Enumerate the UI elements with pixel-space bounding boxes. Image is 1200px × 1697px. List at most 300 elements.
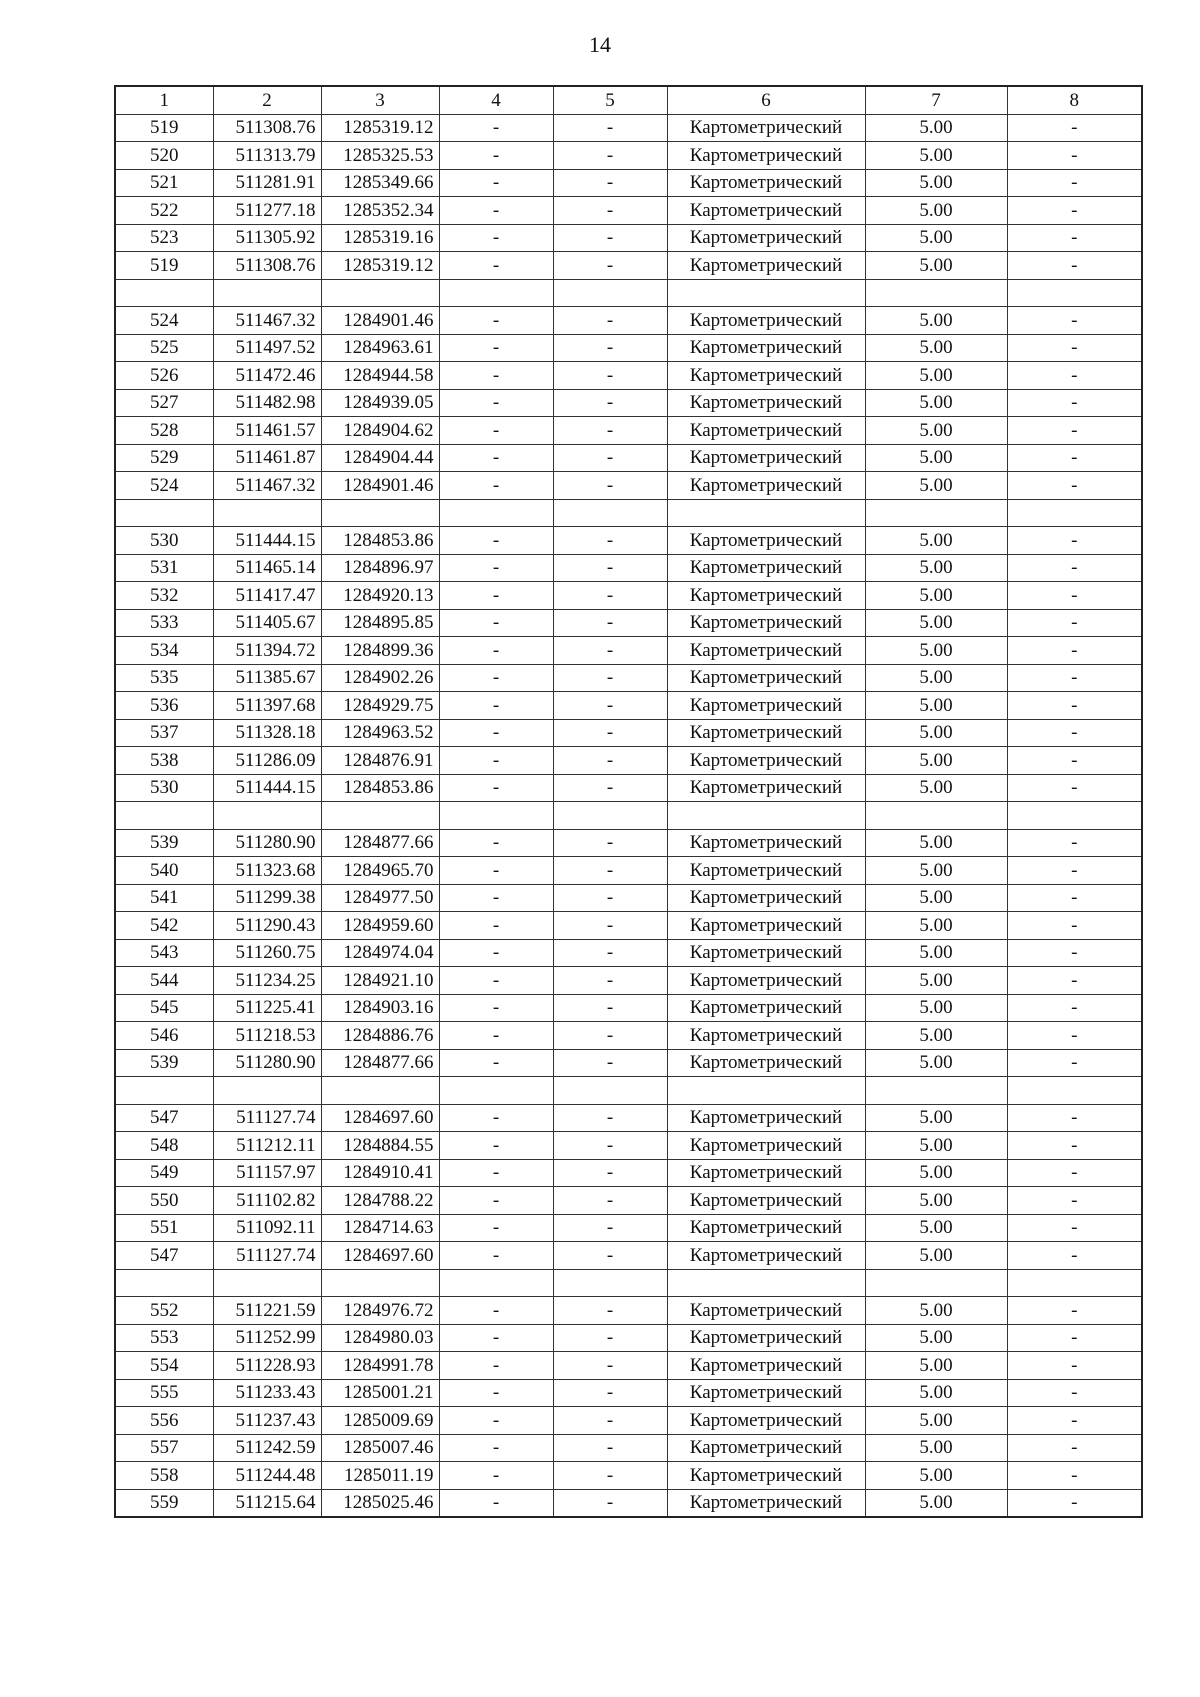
point-number-cell: 533	[115, 609, 213, 637]
column-5-cell: -	[553, 692, 667, 720]
method-cell: Картометрический	[667, 967, 865, 995]
table-row	[115, 1434, 1142, 1462]
y-coordinate-cell: 1284877.66	[321, 829, 439, 857]
column-4-cell: -	[439, 912, 553, 940]
column-4-cell: -	[439, 1132, 553, 1160]
column-4-cell: -	[439, 334, 553, 362]
column-5-cell: -	[553, 554, 667, 582]
column-8-cell: -	[1007, 582, 1142, 610]
x-coordinate-cell	[213, 1269, 321, 1297]
column-8-cell: -	[1007, 939, 1142, 967]
table-row	[115, 362, 1142, 390]
point-number-cell: 538	[115, 747, 213, 775]
method-cell: Картометрический	[667, 554, 865, 582]
column-8-cell: -	[1007, 857, 1142, 885]
table-row	[115, 994, 1142, 1022]
table-row	[115, 664, 1142, 692]
method-cell: Картометрический	[667, 1324, 865, 1352]
y-coordinate-cell: 1284963.61	[321, 334, 439, 362]
point-number-cell: 550	[115, 1187, 213, 1215]
accuracy-cell	[865, 1269, 1007, 1297]
x-coordinate-cell: 511405.67	[213, 609, 321, 637]
accuracy-cell: 5.00	[865, 1159, 1007, 1187]
column-8-cell: -	[1007, 472, 1142, 500]
method-cell: Картометрический	[667, 774, 865, 802]
column-8-cell: -	[1007, 389, 1142, 417]
point-number-cell: 559	[115, 1489, 213, 1517]
column-5-cell: -	[553, 169, 667, 197]
column-4-cell: -	[439, 389, 553, 417]
column-8-cell: -	[1007, 1159, 1142, 1187]
column-4-cell: -	[439, 1022, 553, 1050]
x-coordinate-cell: 511308.76	[213, 114, 321, 142]
header-row	[115, 86, 1142, 114]
column-4-cell: -	[439, 967, 553, 995]
column-5-cell: -	[553, 1022, 667, 1050]
column-8-cell: -	[1007, 1434, 1142, 1462]
column-4-cell: -	[439, 582, 553, 610]
point-number-cell: 529	[115, 444, 213, 472]
column-4-cell: -	[439, 747, 553, 775]
column-5-cell: -	[553, 967, 667, 995]
column-8-cell: -	[1007, 692, 1142, 720]
column-5-cell: -	[553, 389, 667, 417]
column-8-cell: -	[1007, 362, 1142, 390]
method-cell: Картометрический	[667, 1104, 865, 1132]
table-row	[115, 1159, 1142, 1187]
accuracy-cell: 5.00	[865, 692, 1007, 720]
accuracy-cell: 5.00	[865, 1187, 1007, 1215]
column-8-cell: -	[1007, 1214, 1142, 1242]
column-5-cell: -	[553, 912, 667, 940]
column-5-cell: -	[553, 857, 667, 885]
accuracy-cell: 5.00	[865, 1352, 1007, 1380]
method-cell	[667, 279, 865, 307]
column-4-cell: -	[439, 197, 553, 225]
y-coordinate-cell: 1284944.58	[321, 362, 439, 390]
table-row	[115, 197, 1142, 225]
column-5-cell: -	[553, 637, 667, 665]
method-cell: Картометрический	[667, 637, 865, 665]
column-5-cell: -	[553, 747, 667, 775]
point-number-cell: 519	[115, 252, 213, 280]
column-4-cell: -	[439, 142, 553, 170]
column-8-cell: -	[1007, 1462, 1142, 1490]
column-5-cell	[553, 1269, 667, 1297]
table-row	[115, 637, 1142, 665]
column-4-cell: -	[439, 1104, 553, 1132]
point-number-cell: 528	[115, 417, 213, 445]
y-coordinate-cell: 1284920.13	[321, 582, 439, 610]
column-4-cell: -	[439, 169, 553, 197]
column-4-cell	[439, 499, 553, 527]
y-coordinate-cell: 1284901.46	[321, 472, 439, 500]
column-5-cell	[553, 1077, 667, 1105]
table-row	[115, 334, 1142, 362]
x-coordinate-cell: 511212.11	[213, 1132, 321, 1160]
method-cell: Картометрический	[667, 169, 865, 197]
separator-row	[115, 802, 1142, 830]
x-coordinate-cell: 511233.43	[213, 1379, 321, 1407]
method-cell: Картометрический	[667, 939, 865, 967]
point-number-cell	[115, 802, 213, 830]
accuracy-cell: 5.00	[865, 307, 1007, 335]
accuracy-cell	[865, 279, 1007, 307]
column-5-cell: -	[553, 224, 667, 252]
column-4-cell: -	[439, 444, 553, 472]
column-4-cell: -	[439, 252, 553, 280]
accuracy-cell: 5.00	[865, 197, 1007, 225]
column-5-cell: -	[553, 884, 667, 912]
column-8-cell: -	[1007, 774, 1142, 802]
table-row	[115, 1132, 1142, 1160]
x-coordinate-cell: 511252.99	[213, 1324, 321, 1352]
column-4-cell: -	[439, 307, 553, 335]
column-header: 7	[865, 86, 1007, 114]
column-5-cell: -	[553, 939, 667, 967]
column-8-cell: -	[1007, 169, 1142, 197]
column-4-cell: -	[439, 1434, 553, 1462]
table-row	[115, 1489, 1142, 1517]
x-coordinate-cell	[213, 1077, 321, 1105]
x-coordinate-cell: 511215.64	[213, 1489, 321, 1517]
accuracy-cell: 5.00	[865, 362, 1007, 390]
method-cell: Картометрический	[667, 1022, 865, 1050]
y-coordinate-cell: 1285009.69	[321, 1407, 439, 1435]
method-cell: Картометрический	[667, 1462, 865, 1490]
column-header: 3	[321, 86, 439, 114]
method-cell: Картометрический	[667, 1214, 865, 1242]
column-8-cell: -	[1007, 527, 1142, 555]
y-coordinate-cell: 1284977.50	[321, 884, 439, 912]
x-coordinate-cell: 511394.72	[213, 637, 321, 665]
column-4-cell: -	[439, 692, 553, 720]
x-coordinate-cell: 511417.47	[213, 582, 321, 610]
x-coordinate-cell	[213, 499, 321, 527]
method-cell: Картометрический	[667, 252, 865, 280]
column-5-cell: -	[553, 1242, 667, 1270]
column-4-cell: -	[439, 527, 553, 555]
method-cell: Картометрический	[667, 829, 865, 857]
point-number-cell: 544	[115, 967, 213, 995]
column-8-cell: -	[1007, 1324, 1142, 1352]
column-5-cell: -	[553, 1407, 667, 1435]
method-cell: Картометрический	[667, 444, 865, 472]
accuracy-cell: 5.00	[865, 1462, 1007, 1490]
table-row	[115, 417, 1142, 445]
x-coordinate-cell	[213, 802, 321, 830]
y-coordinate-cell: 1284904.44	[321, 444, 439, 472]
method-cell	[667, 1269, 865, 1297]
column-5-cell: -	[553, 444, 667, 472]
table-row	[115, 884, 1142, 912]
y-coordinate-cell	[321, 279, 439, 307]
x-coordinate-cell: 511157.97	[213, 1159, 321, 1187]
column-5-cell: -	[553, 719, 667, 747]
column-8-cell: -	[1007, 334, 1142, 362]
method-cell: Картометрический	[667, 197, 865, 225]
accuracy-cell	[865, 802, 1007, 830]
column-5-cell: -	[553, 334, 667, 362]
column-4-cell: -	[439, 1297, 553, 1325]
accuracy-cell: 5.00	[865, 389, 1007, 417]
table-row	[115, 912, 1142, 940]
point-number-cell: 555	[115, 1379, 213, 1407]
x-coordinate-cell: 511228.93	[213, 1352, 321, 1380]
point-number-cell: 525	[115, 334, 213, 362]
x-coordinate-cell: 511328.18	[213, 719, 321, 747]
coordinates-table	[114, 85, 1143, 1518]
y-coordinate-cell: 1284895.85	[321, 609, 439, 637]
accuracy-cell: 5.00	[865, 554, 1007, 582]
table-row	[115, 527, 1142, 555]
separator-row	[115, 1077, 1142, 1105]
column-4-cell: -	[439, 362, 553, 390]
x-coordinate-cell: 511472.46	[213, 362, 321, 390]
accuracy-cell: 5.00	[865, 1214, 1007, 1242]
table-row	[115, 939, 1142, 967]
column-5-cell	[553, 279, 667, 307]
y-coordinate-cell: 1284714.63	[321, 1214, 439, 1242]
x-coordinate-cell: 511305.92	[213, 224, 321, 252]
column-5-cell: -	[553, 307, 667, 335]
point-number-cell: 523	[115, 224, 213, 252]
table-row	[115, 774, 1142, 802]
method-cell: Картометрический	[667, 1187, 865, 1215]
table-row	[115, 1379, 1142, 1407]
column-8-cell: -	[1007, 1049, 1142, 1077]
point-number-cell	[115, 279, 213, 307]
y-coordinate-cell: 1284902.26	[321, 664, 439, 692]
method-cell: Картометрический	[667, 609, 865, 637]
column-5-cell: -	[553, 472, 667, 500]
table-row	[115, 1214, 1142, 1242]
table-row	[115, 444, 1142, 472]
method-cell: Картометрический	[667, 472, 865, 500]
point-number-cell: 539	[115, 1049, 213, 1077]
table-body	[115, 114, 1142, 1517]
column-header: 2	[213, 86, 321, 114]
separator-row	[115, 279, 1142, 307]
column-4-cell: -	[439, 1214, 553, 1242]
accuracy-cell: 5.00	[865, 1104, 1007, 1132]
table-row	[115, 829, 1142, 857]
column-8-cell: -	[1007, 664, 1142, 692]
method-cell: Картометрический	[667, 692, 865, 720]
column-8-cell: -	[1007, 307, 1142, 335]
y-coordinate-cell: 1285352.34	[321, 197, 439, 225]
point-number-cell: 558	[115, 1462, 213, 1490]
column-5-cell: -	[553, 1187, 667, 1215]
point-number-cell: 542	[115, 912, 213, 940]
method-cell: Картометрический	[667, 1489, 865, 1517]
y-coordinate-cell: 1284697.60	[321, 1104, 439, 1132]
method-cell: Картометрический	[667, 912, 865, 940]
y-coordinate-cell: 1284910.41	[321, 1159, 439, 1187]
accuracy-cell	[865, 1077, 1007, 1105]
x-coordinate-cell: 511308.76	[213, 252, 321, 280]
x-coordinate-cell: 511221.59	[213, 1297, 321, 1325]
column-8-cell: -	[1007, 1104, 1142, 1132]
point-number-cell: 530	[115, 527, 213, 555]
table-row	[115, 1324, 1142, 1352]
point-number-cell: 537	[115, 719, 213, 747]
column-4-cell: -	[439, 417, 553, 445]
y-coordinate-cell: 1285025.46	[321, 1489, 439, 1517]
point-number-cell: 536	[115, 692, 213, 720]
column-4-cell: -	[439, 1462, 553, 1490]
y-coordinate-cell: 1284697.60	[321, 1242, 439, 1270]
accuracy-cell: 5.00	[865, 334, 1007, 362]
accuracy-cell: 5.00	[865, 967, 1007, 995]
column-8-cell: -	[1007, 1407, 1142, 1435]
y-coordinate-cell: 1284959.60	[321, 912, 439, 940]
column-5-cell: -	[553, 1352, 667, 1380]
y-coordinate-cell: 1284877.66	[321, 1049, 439, 1077]
accuracy-cell: 5.00	[865, 829, 1007, 857]
accuracy-cell: 5.00	[865, 527, 1007, 555]
y-coordinate-cell: 1284853.86	[321, 527, 439, 555]
x-coordinate-cell: 511277.18	[213, 197, 321, 225]
column-8-cell: -	[1007, 417, 1142, 445]
column-4-cell: -	[439, 1242, 553, 1270]
column-4-cell: -	[439, 472, 553, 500]
y-coordinate-cell: 1284788.22	[321, 1187, 439, 1215]
column-4-cell: -	[439, 884, 553, 912]
column-5-cell: -	[553, 1104, 667, 1132]
table-row	[115, 224, 1142, 252]
column-8-cell: -	[1007, 114, 1142, 142]
point-number-cell: 549	[115, 1159, 213, 1187]
column-4-cell: -	[439, 857, 553, 885]
x-coordinate-cell: 511323.68	[213, 857, 321, 885]
accuracy-cell: 5.00	[865, 912, 1007, 940]
accuracy-cell: 5.00	[865, 142, 1007, 170]
x-coordinate-cell: 511242.59	[213, 1434, 321, 1462]
column-4-cell: -	[439, 1187, 553, 1215]
accuracy-cell: 5.00	[865, 1022, 1007, 1050]
accuracy-cell: 5.00	[865, 609, 1007, 637]
column-8-cell: -	[1007, 1242, 1142, 1270]
point-number-cell: 531	[115, 554, 213, 582]
column-4-cell: -	[439, 224, 553, 252]
column-8-cell	[1007, 1077, 1142, 1105]
column-5-cell: -	[553, 664, 667, 692]
accuracy-cell: 5.00	[865, 1407, 1007, 1435]
column-4-cell: -	[439, 1324, 553, 1352]
x-coordinate-cell: 511444.15	[213, 774, 321, 802]
x-coordinate-cell: 511467.32	[213, 307, 321, 335]
x-coordinate-cell: 511280.90	[213, 829, 321, 857]
accuracy-cell: 5.00	[865, 1132, 1007, 1160]
x-coordinate-cell: 511461.57	[213, 417, 321, 445]
method-cell: Картометрический	[667, 307, 865, 335]
point-number-cell: 520	[115, 142, 213, 170]
table-row	[115, 582, 1142, 610]
method-cell: Картометрический	[667, 224, 865, 252]
y-coordinate-cell: 1284899.36	[321, 637, 439, 665]
column-8-cell: -	[1007, 1379, 1142, 1407]
column-4-cell	[439, 1269, 553, 1297]
column-5-cell: -	[553, 609, 667, 637]
point-number-cell: 524	[115, 472, 213, 500]
method-cell	[667, 499, 865, 527]
column-5-cell: -	[553, 197, 667, 225]
table-row	[115, 1022, 1142, 1050]
y-coordinate-cell: 1284963.52	[321, 719, 439, 747]
column-5-cell: -	[553, 362, 667, 390]
column-5-cell	[553, 802, 667, 830]
method-cell: Картометрический	[667, 1132, 865, 1160]
accuracy-cell: 5.00	[865, 664, 1007, 692]
accuracy-cell: 5.00	[865, 637, 1007, 665]
method-cell: Картометрический	[667, 1242, 865, 1270]
column-8-cell: -	[1007, 252, 1142, 280]
column-8-cell	[1007, 279, 1142, 307]
column-8-cell: -	[1007, 1489, 1142, 1517]
method-cell: Картометрический	[667, 719, 865, 747]
table-row	[115, 472, 1142, 500]
method-cell: Картометрический	[667, 1352, 865, 1380]
x-coordinate-cell	[213, 279, 321, 307]
separator-row	[115, 499, 1142, 527]
x-coordinate-cell: 511313.79	[213, 142, 321, 170]
method-cell: Картометрический	[667, 1434, 865, 1462]
column-header: 6	[667, 86, 865, 114]
x-coordinate-cell: 511127.74	[213, 1104, 321, 1132]
accuracy-cell: 5.00	[865, 169, 1007, 197]
column-5-cell	[553, 499, 667, 527]
column-5-cell: -	[553, 527, 667, 555]
accuracy-cell: 5.00	[865, 747, 1007, 775]
table-row	[115, 1407, 1142, 1435]
accuracy-cell: 5.00	[865, 884, 1007, 912]
column-4-cell: -	[439, 1159, 553, 1187]
x-coordinate-cell: 511444.15	[213, 527, 321, 555]
column-8-cell: -	[1007, 1022, 1142, 1050]
column-5-cell: -	[553, 114, 667, 142]
x-coordinate-cell: 511497.52	[213, 334, 321, 362]
table-row	[115, 554, 1142, 582]
accuracy-cell: 5.00	[865, 472, 1007, 500]
x-coordinate-cell: 511290.43	[213, 912, 321, 940]
x-coordinate-cell: 511286.09	[213, 747, 321, 775]
y-coordinate-cell: 1285325.53	[321, 142, 439, 170]
method-cell: Картометрический	[667, 362, 865, 390]
y-coordinate-cell	[321, 1269, 439, 1297]
method-cell: Картометрический	[667, 527, 865, 555]
point-number-cell: 552	[115, 1297, 213, 1325]
method-cell: Картометрический	[667, 1379, 865, 1407]
y-coordinate-cell: 1285319.12	[321, 252, 439, 280]
accuracy-cell: 5.00	[865, 939, 1007, 967]
accuracy-cell: 5.00	[865, 719, 1007, 747]
column-5-cell: -	[553, 1132, 667, 1160]
y-coordinate-cell: 1284876.91	[321, 747, 439, 775]
y-coordinate-cell: 1284884.55	[321, 1132, 439, 1160]
column-8-cell	[1007, 802, 1142, 830]
y-coordinate-cell: 1284991.78	[321, 1352, 439, 1380]
method-cell: Картометрический	[667, 334, 865, 362]
accuracy-cell: 5.00	[865, 224, 1007, 252]
column-8-cell: -	[1007, 719, 1142, 747]
point-number-cell: 522	[115, 197, 213, 225]
column-4-cell: -	[439, 774, 553, 802]
table-row	[115, 1104, 1142, 1132]
column-5-cell: -	[553, 829, 667, 857]
point-number-cell: 541	[115, 884, 213, 912]
table-row	[115, 389, 1142, 417]
